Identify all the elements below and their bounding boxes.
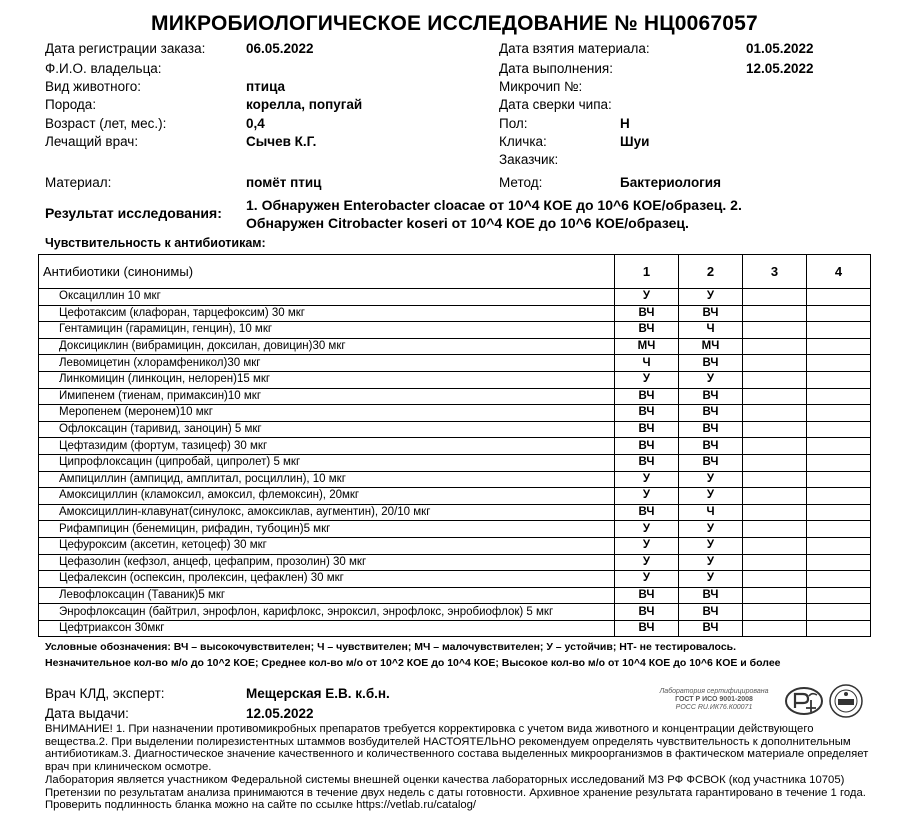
sensitivity-cell-2: Ч bbox=[679, 504, 743, 521]
sensitivity-cell-1: У bbox=[615, 371, 679, 388]
certification-line-1: Лаборатория сертифицирована bbox=[659, 688, 769, 695]
sensitivity-cell-1: У bbox=[615, 537, 679, 554]
antibiotic-name: Офлоксацин (таривид, заноцин) 5 мкг bbox=[39, 421, 615, 438]
sensitivity-cell-1: ВЧ bbox=[615, 322, 679, 339]
note-claims: Претензии по результатам анализа принимаются в течение двух недель с даты готовности. Архивное хранение результата гарантировано в течение 1 года. bbox=[45, 786, 866, 799]
sensitivity-cell-1: У bbox=[615, 571, 679, 588]
sensitivity-cell-4 bbox=[807, 322, 871, 339]
sensitivity-cell-3 bbox=[743, 322, 807, 339]
antibiotic-name: Рифампицин (бенемицин, рифадин, тубоцин)5 мкг bbox=[39, 521, 615, 538]
result-value: 1. Обнаружен Enterobacter cloacae от 10^4 КОЕ до 10^6 КОЕ/образец. 2. Обнаружен Citrobacter koseri от 10^4 КОЕ до 10^6 КОЕ/образец. bbox=[246, 197, 742, 231]
sensitivity-cell-4 bbox=[807, 604, 871, 621]
sensitivity-cell-1: ВЧ bbox=[615, 620, 679, 637]
sensitivity-cell-2: У bbox=[679, 471, 743, 488]
sex-label: Пол: bbox=[499, 116, 528, 131]
iso-badge-icon bbox=[828, 683, 864, 719]
table-row bbox=[39, 488, 871, 505]
sensitivity-cell-3 bbox=[743, 587, 807, 604]
result-label: Результат исследования: bbox=[45, 205, 222, 221]
table-row bbox=[39, 421, 871, 438]
sensitivity-cell-1: ВЧ bbox=[615, 388, 679, 405]
method-value: Бактериология bbox=[620, 175, 721, 190]
material-label: Материал: bbox=[45, 175, 112, 190]
antibiotic-name: Цефалексин (оспексин, пролексин, цефаклен) 30 мкг bbox=[39, 571, 615, 588]
sensitivity-cell-1: У bbox=[615, 471, 679, 488]
antibiotic-table bbox=[38, 254, 871, 637]
header-col-2: 2 bbox=[679, 255, 743, 289]
sensitivity-cell-3 bbox=[743, 537, 807, 554]
sensitivity-cell-2: ВЧ bbox=[679, 438, 743, 455]
expert-label: Врач КЛД, эксперт: bbox=[45, 686, 165, 701]
sensitivity-cell-3 bbox=[743, 421, 807, 438]
method-label: Метод: bbox=[499, 175, 543, 190]
registration-date-value: 06.05.2022 bbox=[246, 41, 314, 56]
sensitivity-cell-4 bbox=[807, 571, 871, 588]
sensitivity-cell-4 bbox=[807, 371, 871, 388]
sensitivity-cell-2: ВЧ bbox=[679, 355, 743, 372]
antibiotic-name: Меропенем (меронем)10 мкг bbox=[39, 405, 615, 422]
customer-label: Заказчик: bbox=[499, 152, 559, 167]
antibiotic-name: Цефтазидим (фортум, тазицеф) 30 мкг bbox=[39, 438, 615, 455]
table-row bbox=[39, 587, 871, 604]
table-row bbox=[39, 388, 871, 405]
sex-value: Н bbox=[620, 116, 630, 131]
table-row bbox=[39, 322, 871, 339]
sensitivity-cell-2: ВЧ bbox=[679, 421, 743, 438]
age-value: 0,4 bbox=[246, 116, 265, 131]
sensitivity-cell-3 bbox=[743, 521, 807, 538]
document-title: МИКРОБИОЛОГИЧЕСКОЕ ИССЛЕДОВАНИЕ № НЦ0067057 bbox=[151, 12, 758, 35]
sensitivity-cell-4 bbox=[807, 438, 871, 455]
sensitivity-cell-2: У bbox=[679, 289, 743, 306]
sensitivity-cell-2: ВЧ bbox=[679, 604, 743, 621]
sensitivity-cell-4 bbox=[807, 620, 871, 637]
legend-symbols: Условные обозначения: ВЧ – высокочувствителен; Ч – чувствителен; МЧ – малочувствителен; У – устойчив; НТ- не тестировалось. bbox=[45, 641, 737, 653]
sensitivity-cell-3 bbox=[743, 454, 807, 471]
sample-date-value: 01.05.2022 bbox=[746, 41, 814, 56]
sensitivity-cell-2: МЧ bbox=[679, 338, 743, 355]
sensitivity-cell-1: У bbox=[615, 488, 679, 505]
doctor-value: Сычев К.Г. bbox=[246, 134, 317, 149]
table-header-row bbox=[39, 255, 871, 289]
antibiotic-name: Ципрофлоксацин (ципробай, ципролет) 5 мкг bbox=[39, 454, 615, 471]
antibiotic-name: Доксициклин (вибрамицин, доксилан, довицин)30 мкг bbox=[39, 338, 615, 355]
completion-date-label: Дата выполнения: bbox=[499, 61, 613, 76]
pet-name-label: Кличка: bbox=[499, 134, 547, 149]
sensitivity-cell-4 bbox=[807, 488, 871, 505]
sensitivity-heading: Чувствительность к антибиотикам: bbox=[45, 236, 266, 250]
sensitivity-cell-4 bbox=[807, 355, 871, 372]
note-verify: Проверить подлинность бланка можно на сайте по ссылке https://vetlab.ru/catalog/ bbox=[45, 799, 477, 812]
sample-date-label: Дата взятия материала: bbox=[499, 41, 650, 56]
header-antibiotic: Антибиотики (синонимы) bbox=[39, 255, 615, 289]
sensitivity-cell-2: ВЧ bbox=[679, 405, 743, 422]
sensitivity-cell-3 bbox=[743, 388, 807, 405]
sensitivity-cell-3 bbox=[743, 338, 807, 355]
sensitivity-cell-1: ВЧ bbox=[615, 405, 679, 422]
sensitivity-cell-1: ВЧ bbox=[615, 454, 679, 471]
sensitivity-cell-2: ВЧ bbox=[679, 587, 743, 604]
sensitivity-cell-3 bbox=[743, 571, 807, 588]
sensitivity-cell-3 bbox=[743, 488, 807, 505]
antibiotic-name: Цефтриаксон 30мкг bbox=[39, 620, 615, 637]
sensitivity-cell-3 bbox=[743, 554, 807, 571]
sensitivity-cell-2: У bbox=[679, 537, 743, 554]
registration-date-label: Дата регистрации заказа: bbox=[45, 41, 206, 56]
certification-text bbox=[650, 688, 778, 712]
sensitivity-cell-2: ВЧ bbox=[679, 454, 743, 471]
table-row bbox=[39, 604, 871, 621]
sensitivity-cell-2: У bbox=[679, 554, 743, 571]
sensitivity-cell-4 bbox=[807, 587, 871, 604]
table-row bbox=[39, 537, 871, 554]
table-row bbox=[39, 305, 871, 322]
sensitivity-cell-2: Ч bbox=[679, 322, 743, 339]
sensitivity-cell-4 bbox=[807, 405, 871, 422]
table-row bbox=[39, 289, 871, 306]
note-fsvok: Лаборатория является участником Федеральной системы внешней оценки качества лабораторных исследований МЗ РФ ФСВОК (код участника 10705) bbox=[45, 773, 845, 786]
antibiotic-name: Линкомицин (линкоцин, нелорен)15 мкг bbox=[39, 371, 615, 388]
sensitivity-cell-3 bbox=[743, 504, 807, 521]
sensitivity-cell-4 bbox=[807, 338, 871, 355]
header-col-4: 4 bbox=[807, 255, 871, 289]
table-row bbox=[39, 620, 871, 637]
sensitivity-cell-3 bbox=[743, 604, 807, 621]
certification-line-2: ГОСТ Р ИСО 9001-2008 bbox=[675, 696, 753, 703]
sensitivity-cell-4 bbox=[807, 305, 871, 322]
antibiotic-name: Имипенем (тиенам, примаксин)10 мкг bbox=[39, 388, 615, 405]
table-row bbox=[39, 438, 871, 455]
table-row bbox=[39, 504, 871, 521]
pet-name-value: Шуи bbox=[620, 134, 650, 149]
table-row bbox=[39, 405, 871, 422]
sensitivity-cell-4 bbox=[807, 388, 871, 405]
microchip-label: Микрочип №: bbox=[499, 79, 583, 94]
breed-label: Порода: bbox=[45, 97, 97, 112]
sensitivity-cell-4 bbox=[807, 289, 871, 306]
issue-date-value: 12.05.2022 bbox=[246, 706, 314, 721]
sensitivity-cell-4 bbox=[807, 521, 871, 538]
legend-quantities: Незначительное кол-во м/о до 10^2 КОЕ; Среднее кол-во м/о от 10^2 КОЕ до 10^4 КОЕ; Высокое кол-во м/о от 10^4 КОЕ до 10^6 КОЕ и более bbox=[45, 657, 781, 669]
completion-date-value: 12.05.2022 bbox=[746, 61, 814, 76]
rst-logo-icon bbox=[784, 686, 824, 716]
sensitivity-cell-1: ВЧ bbox=[615, 504, 679, 521]
sensitivity-cell-1: ВЧ bbox=[615, 305, 679, 322]
table-row bbox=[39, 471, 871, 488]
note-warning: ВНИМАНИЕ! 1. При назначении противомикробных препаратов требуется корректировка с учетом вида животного и концентрации действующего вещества.2. При выделении полирезистентных штаммов возбудителей НАСТОЯТЕЛЬНО рекомендуем определять чувствительность к дополнительным антибиотикам.3. Диагностическое значение качественного и количественного состава выделенных микроорганизмов в фактическом материале определяет врач при клиническом осмотре. bbox=[45, 723, 869, 774]
antibiotic-name: Амоксициллин-клавунат(синулокс, амоксиклав, аугментин), 20/10 мкг bbox=[39, 504, 615, 521]
sensitivity-cell-1: Ч bbox=[615, 355, 679, 372]
animal-type-value: птица bbox=[246, 79, 286, 94]
sensitivity-cell-2: У bbox=[679, 571, 743, 588]
sensitivity-cell-1: У bbox=[615, 521, 679, 538]
sensitivity-cell-2: ВЧ bbox=[679, 620, 743, 637]
sensitivity-cell-4 bbox=[807, 421, 871, 438]
sensitivity-cell-3 bbox=[743, 289, 807, 306]
sensitivity-cell-1: ВЧ bbox=[615, 421, 679, 438]
doctor-label: Лечащий врач: bbox=[45, 134, 139, 149]
table-row bbox=[39, 521, 871, 538]
certification-line-3: РОСС RU.ИК76.К00071 bbox=[675, 704, 753, 711]
sensitivity-cell-4 bbox=[807, 454, 871, 471]
sensitivity-cell-2: ВЧ bbox=[679, 388, 743, 405]
sensitivity-cell-4 bbox=[807, 537, 871, 554]
chip-check-date-label: Дата сверки чипа: bbox=[499, 97, 612, 112]
antibiotic-name: Цефуроксим (аксетин, кетоцеф) 30 мкг bbox=[39, 537, 615, 554]
sensitivity-cell-1: МЧ bbox=[615, 338, 679, 355]
antibiotic-name: Оксациллин 10 мкг bbox=[39, 289, 615, 306]
expert-value: Мещерская Е.В. к.б.н. bbox=[246, 686, 390, 701]
sensitivity-cell-1: У bbox=[615, 554, 679, 571]
antibiotic-name: Цефотаксим (клафоран, тарцефоксим) 30 мкг bbox=[39, 305, 615, 322]
sensitivity-cell-3 bbox=[743, 371, 807, 388]
disclaimer-notes bbox=[45, 723, 875, 812]
antibiotic-name: Энрофлоксацин (байтрил, энрофлон, карифлокс, энроксил, энрофлокс, энробиофлок) 5 мкг bbox=[39, 604, 615, 621]
issue-date-label: Дата выдачи: bbox=[45, 706, 129, 721]
age-label: Возраст (лет, мес.): bbox=[45, 116, 167, 131]
table-row bbox=[39, 454, 871, 471]
header-col-1: 1 bbox=[615, 255, 679, 289]
table-row bbox=[39, 355, 871, 372]
breed-value: корелла, попугай bbox=[246, 97, 363, 112]
sensitivity-cell-4 bbox=[807, 471, 871, 488]
antibiotic-name: Гентамицин (гарамицин, генцин), 10 мкг bbox=[39, 322, 615, 339]
sensitivity-cell-2: ВЧ bbox=[679, 305, 743, 322]
table-row bbox=[39, 371, 871, 388]
sensitivity-cell-1: ВЧ bbox=[615, 604, 679, 621]
sensitivity-cell-1: ВЧ bbox=[615, 438, 679, 455]
sensitivity-cell-4 bbox=[807, 554, 871, 571]
sensitivity-cell-1: У bbox=[615, 289, 679, 306]
sensitivity-cell-2: У bbox=[679, 521, 743, 538]
sensitivity-cell-2: У bbox=[679, 371, 743, 388]
animal-type-label: Вид животного: bbox=[45, 79, 142, 94]
sensitivity-cell-3 bbox=[743, 471, 807, 488]
sensitivity-cell-3 bbox=[743, 620, 807, 637]
table-row bbox=[39, 571, 871, 588]
sensitivity-cell-3 bbox=[743, 305, 807, 322]
material-value: помёт птиц bbox=[246, 175, 322, 190]
antibiotic-name: Амоксициллин (кламоксил, амоксил, флемоксин), 20мкг bbox=[39, 488, 615, 505]
sensitivity-cell-3 bbox=[743, 405, 807, 422]
antibiotic-name: Левомицетин (хлорамфеникол)30 мкг bbox=[39, 355, 615, 372]
header-col-3: 3 bbox=[743, 255, 807, 289]
sensitivity-cell-4 bbox=[807, 504, 871, 521]
sensitivity-cell-3 bbox=[743, 355, 807, 372]
antibiotic-name: Левофлоксацин (Таваник)5 мкг bbox=[39, 587, 615, 604]
owner-name-label: Ф.И.О. владельца: bbox=[45, 61, 162, 76]
table-row bbox=[39, 554, 871, 571]
antibiotic-name: Ампициллин (ампицид, амплитал, росциллин), 10 мкг bbox=[39, 471, 615, 488]
antibiotic-name: Цефазолин (кефзол, анцеф, цефаприм, прозолин) 30 мкг bbox=[39, 554, 615, 571]
sensitivity-cell-1: ВЧ bbox=[615, 587, 679, 604]
sensitivity-cell-2: У bbox=[679, 488, 743, 505]
sensitivity-cell-3 bbox=[743, 438, 807, 455]
table-row bbox=[39, 338, 871, 355]
